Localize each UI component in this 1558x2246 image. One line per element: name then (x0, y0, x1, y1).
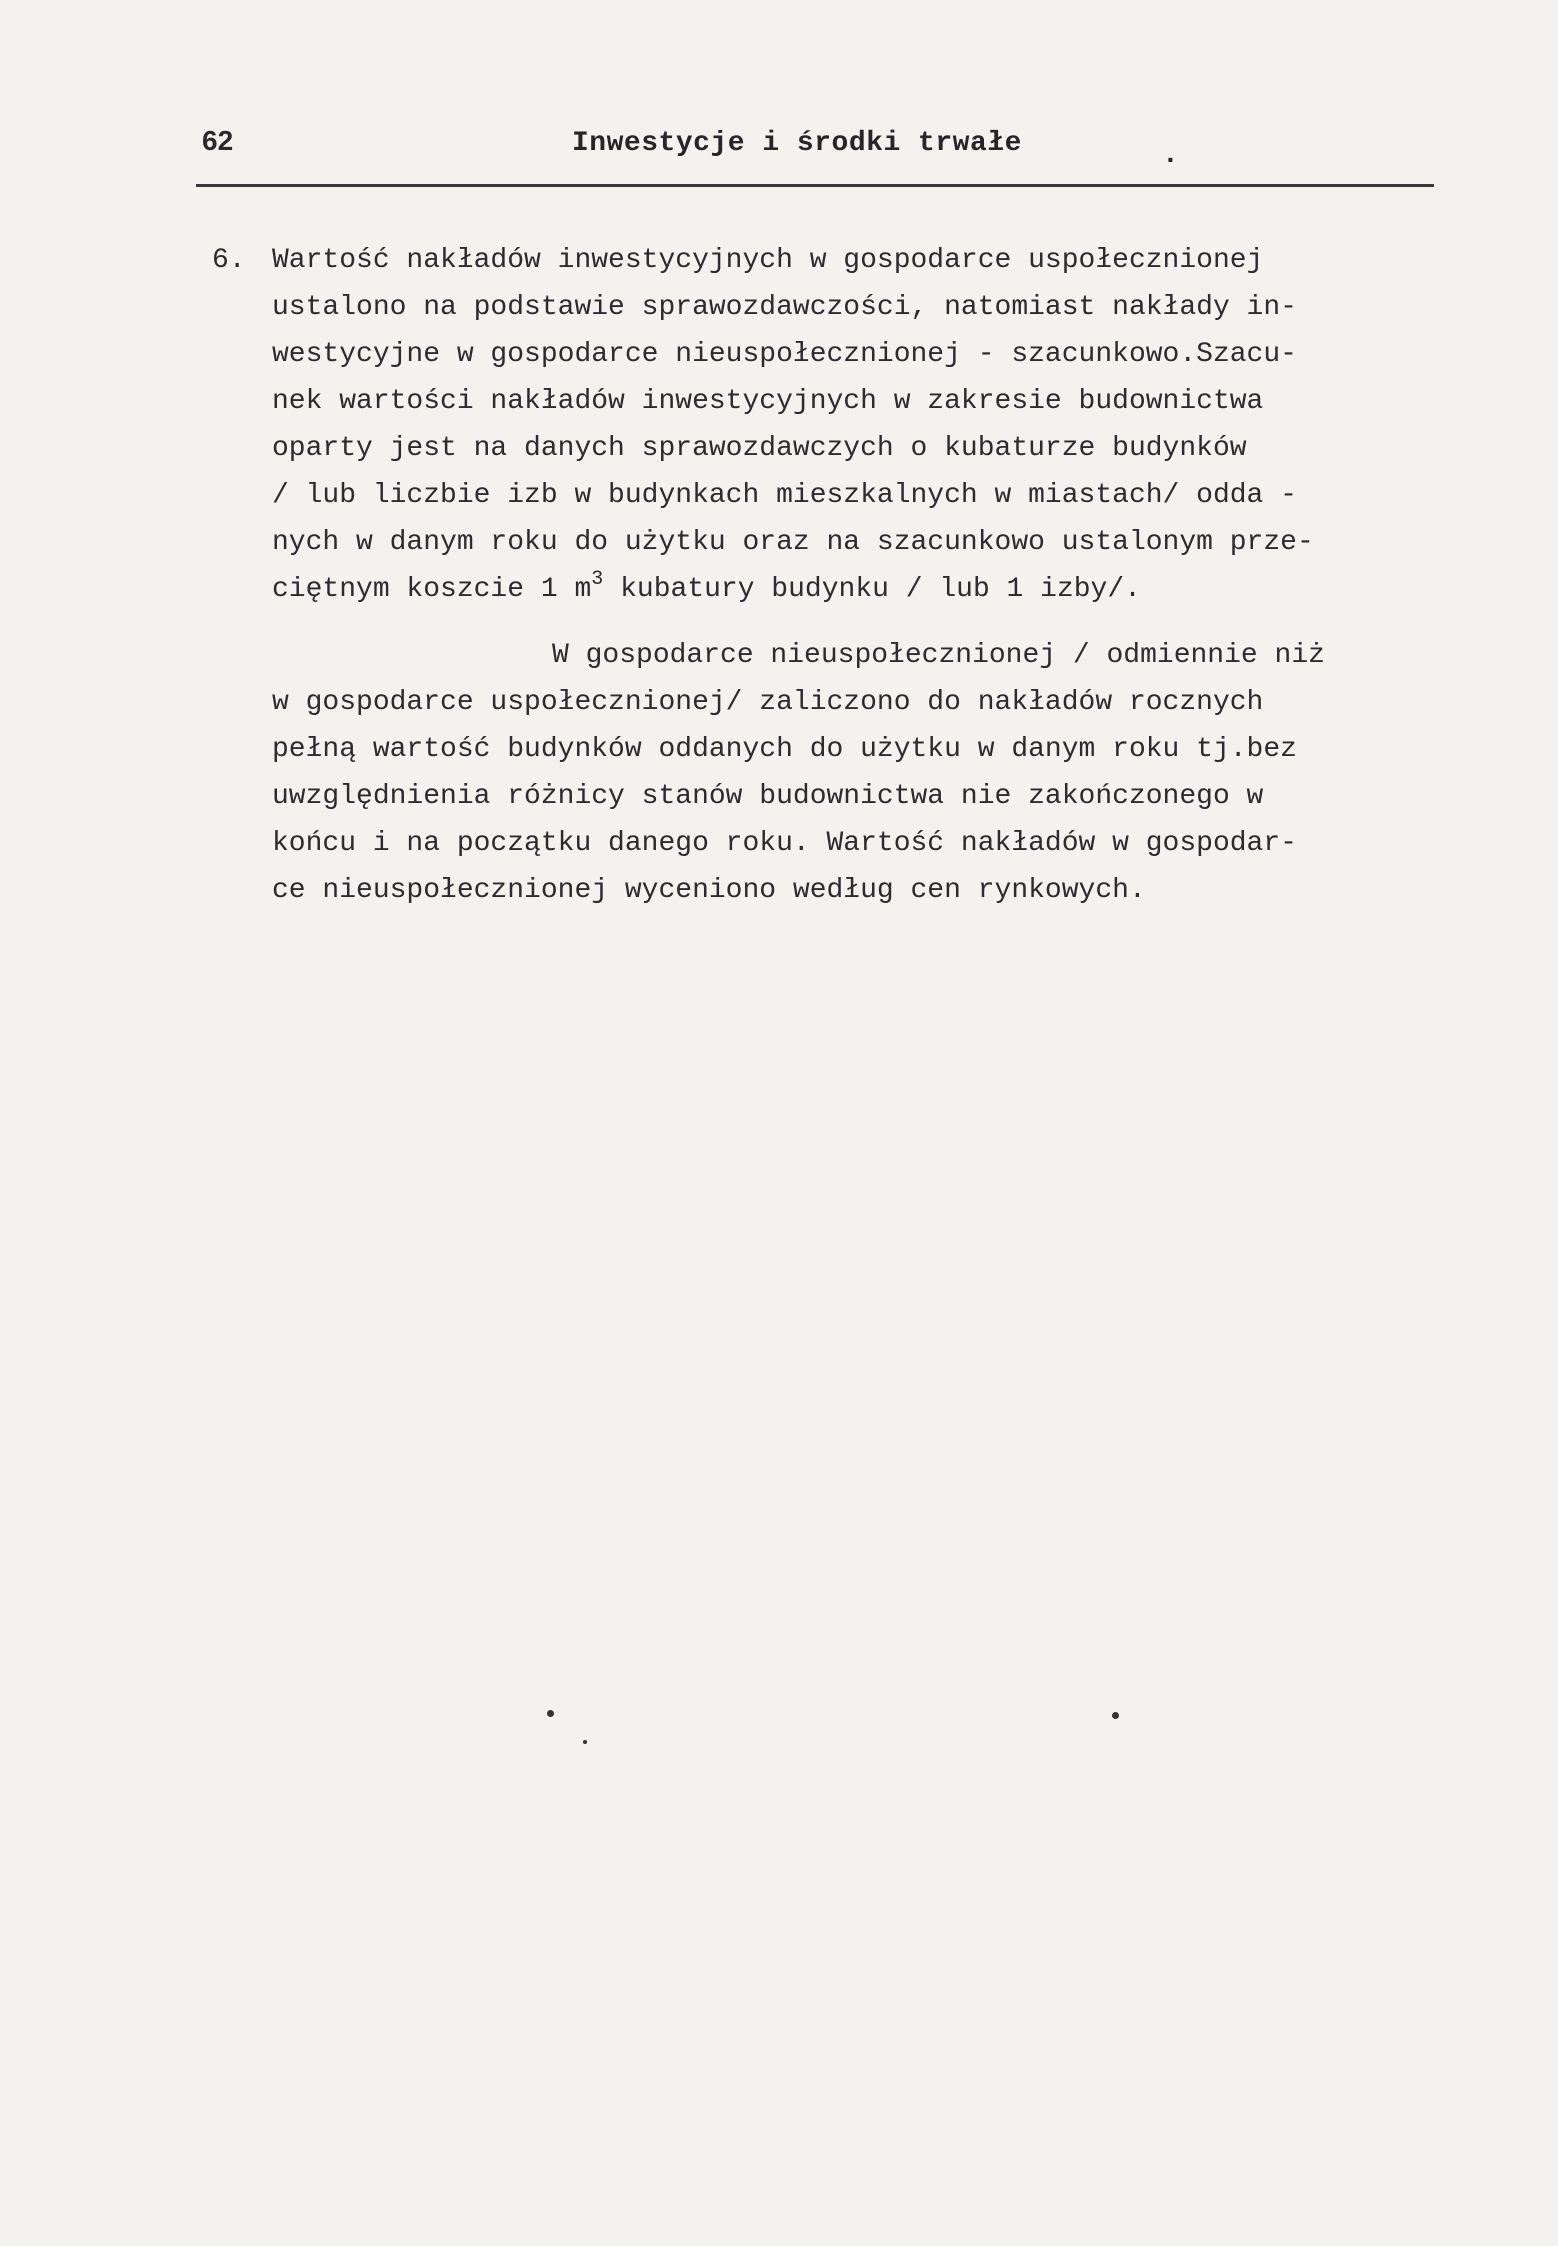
paragraph-2-line-6: ce nieuspołecznionej wyceniono według cen rynkowych. (272, 875, 1146, 906)
line-8-text: ciętnym koszcie 1 m (272, 574, 592, 605)
section-number: 6. (212, 245, 246, 276)
superscript-3: 3 (591, 568, 604, 591)
paragraph-2-line-5: końcu i na początku danego roku. Wartość nakładów w gospodar- (272, 828, 1297, 859)
paragraph-1-line-1: Wartość nakładów inwestycyjnych w gospodarce uspołecznionej (272, 245, 1264, 276)
paragraph-1-line-2: ustalono na podstawie sprawozdawczości, natomiast nakłady in- (272, 292, 1297, 323)
paragraph-1-line-5: oparty jest na danych sprawozdawczych o kubaturze budynków (272, 433, 1247, 464)
paragraph-1-line-8 (272, 568, 1141, 605)
page-number: 62 (202, 125, 234, 156)
line-8-tail: kubatury budynku / lub 1 izby/. (603, 574, 1141, 605)
stray-mark (1112, 1712, 1119, 1719)
header-rule (196, 184, 1434, 187)
paragraph-1-line-6: / lub liczbie izb w budynkach mieszkalnych w miastach/ odda - (272, 480, 1297, 511)
paragraph-2-line-3: pełną wartość budynków oddanych do użytku w danym roku tj.bez (272, 734, 1297, 765)
paragraph-2-line-2: w gospodarce uspołecznionej/ zaliczono do nakładów rocznych (272, 687, 1264, 718)
stray-mark (583, 1740, 587, 1744)
paragraph-1-line-7: nych w danym roku do użytku oraz na szacunkowo ustalonym prze- (272, 527, 1314, 558)
running-head: Inwestycje i środki trwałe (572, 128, 1022, 159)
paragraph-2-line-1: W gospodarce nieuspołecznionej / odmiennie niż (552, 640, 1325, 671)
paragraph-1-line-4: nek wartości nakładów inwestycyjnych w zakresie budownictwa (272, 386, 1264, 417)
paragraph-1-line-3: westycyjne w gospodarce nieuspołecznionej - szacunkowo.Szacu- (272, 339, 1297, 370)
header-dot: . (1162, 140, 1179, 171)
stray-mark (547, 1710, 554, 1717)
paragraph-2-line-4: uwzględnienia różnicy stanów budownictwa nie zakończonego w (272, 781, 1264, 812)
